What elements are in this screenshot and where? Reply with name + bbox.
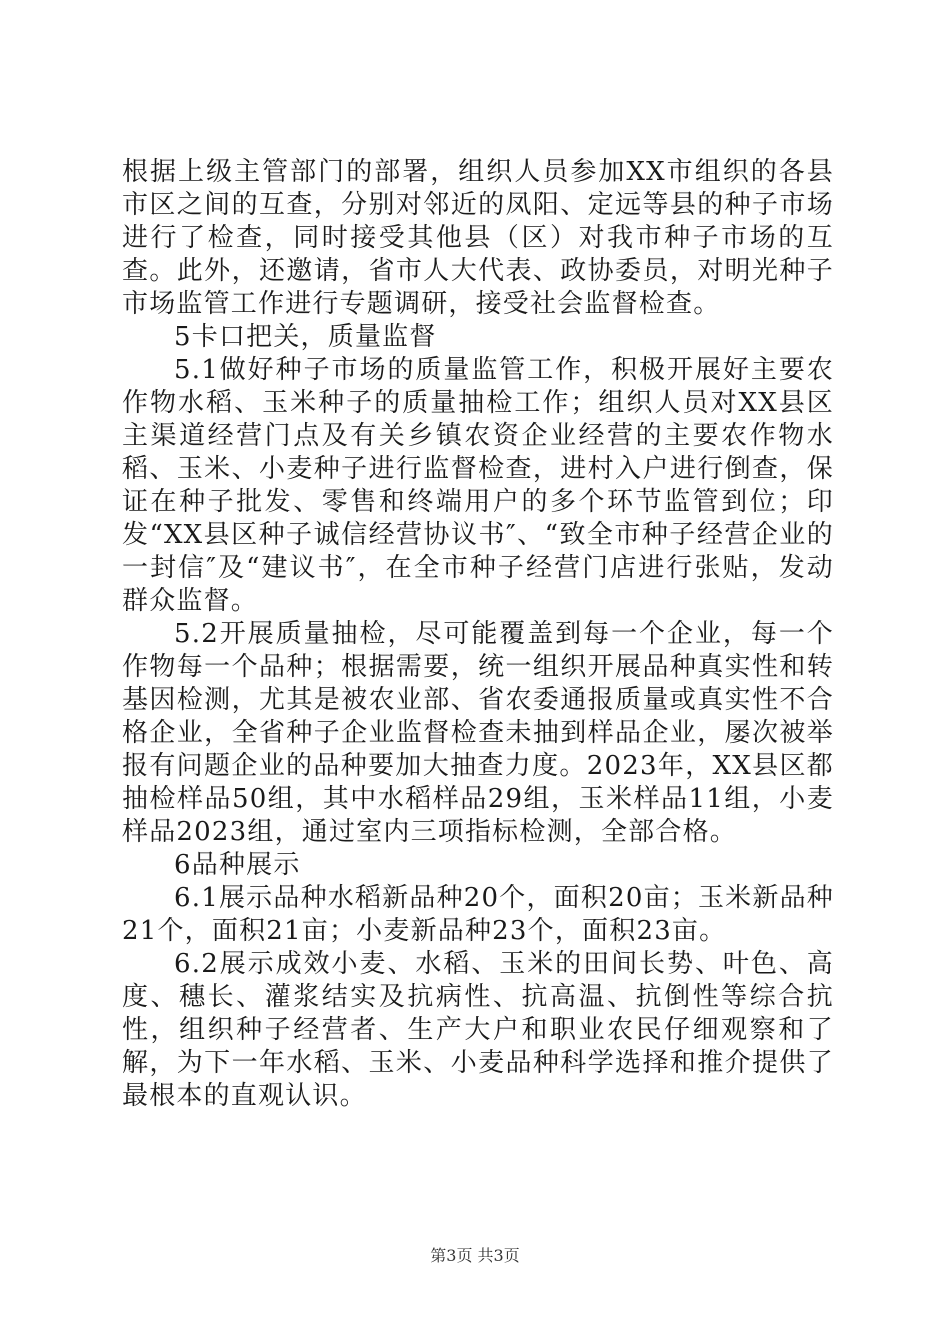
paragraph-6-1: 6.1展示品种水稻新品种20个，面积20亩；玉米新品种21个，面积21亩；小麦新品种23个，面积23亩。 bbox=[122, 883, 834, 946]
paragraph-5-1: 5.1做好种子市场的质量监管工作，积极开展好主要农作物水稻、玉米种子的质量抽检工作；组织人员对XX县区主渠道经营门点及有关乡镇农资企业经营的主要农作物水稻、玉米、小麦种子进行监督检查，进村入户进行倒查，保证在种子批发、零售和终端用户的多个环节监管到位；印发“XX县区种子诚信经营协议书″、“致全市种子经营企业的一封信″及“建议书″，在全市种子经营门店进行张贴，发动群众监督。 bbox=[122, 355, 834, 616]
document-body bbox=[122, 156, 834, 1113]
section-heading-6: 6品种展示 bbox=[174, 850, 301, 880]
paragraph-5-2: 5.2开展质量抽检，尽可能覆盖到每一个企业，每一个作物每一个品种；根据需要，统一组织开展品种真实性和转基因检测，尤其是被农业部、省农委通报质量或真实性不合格企业，全省种子企业监督检查未抽到样品企业，屡次被举报有问题企业的品种要加大抽查力度。2023年，XX县区都抽检样品50组，其中水稻样品29组，玉米样品11组，小麦样品2023组，通过室内三项指标检测，全部合格。 bbox=[122, 619, 834, 847]
page-footer: 第3页 共3页 bbox=[430, 1246, 520, 1265]
paragraph-intro: 根据上级主管部门的部署，组织人员参加XX市组织的各县市区之间的互查，分别对邻近的凤阳、定远等县的种子市场进行了检查，同时接受其他县（区）对我市种子市场的互查。此外，还邀请，省市人大代表、政协委员，对明光种子市场监管工作进行专题调研，接受社会监督检查。 bbox=[122, 157, 834, 319]
section-heading-5: 5卡口把关，质量监督 bbox=[174, 322, 437, 352]
paragraph-6-2: 6.2展示成效小麦、水稻、玉米的田间长势、叶色、高度、穗长、灌浆结实及抗病性、抗高温、抗倒性等综合抗性，组织种子经营者、生产大户和职业农民仔细观察和了解，为下一年水稻、玉米、小麦品种科学选择和推介提供了最根本的直观认识。 bbox=[122, 949, 834, 1111]
